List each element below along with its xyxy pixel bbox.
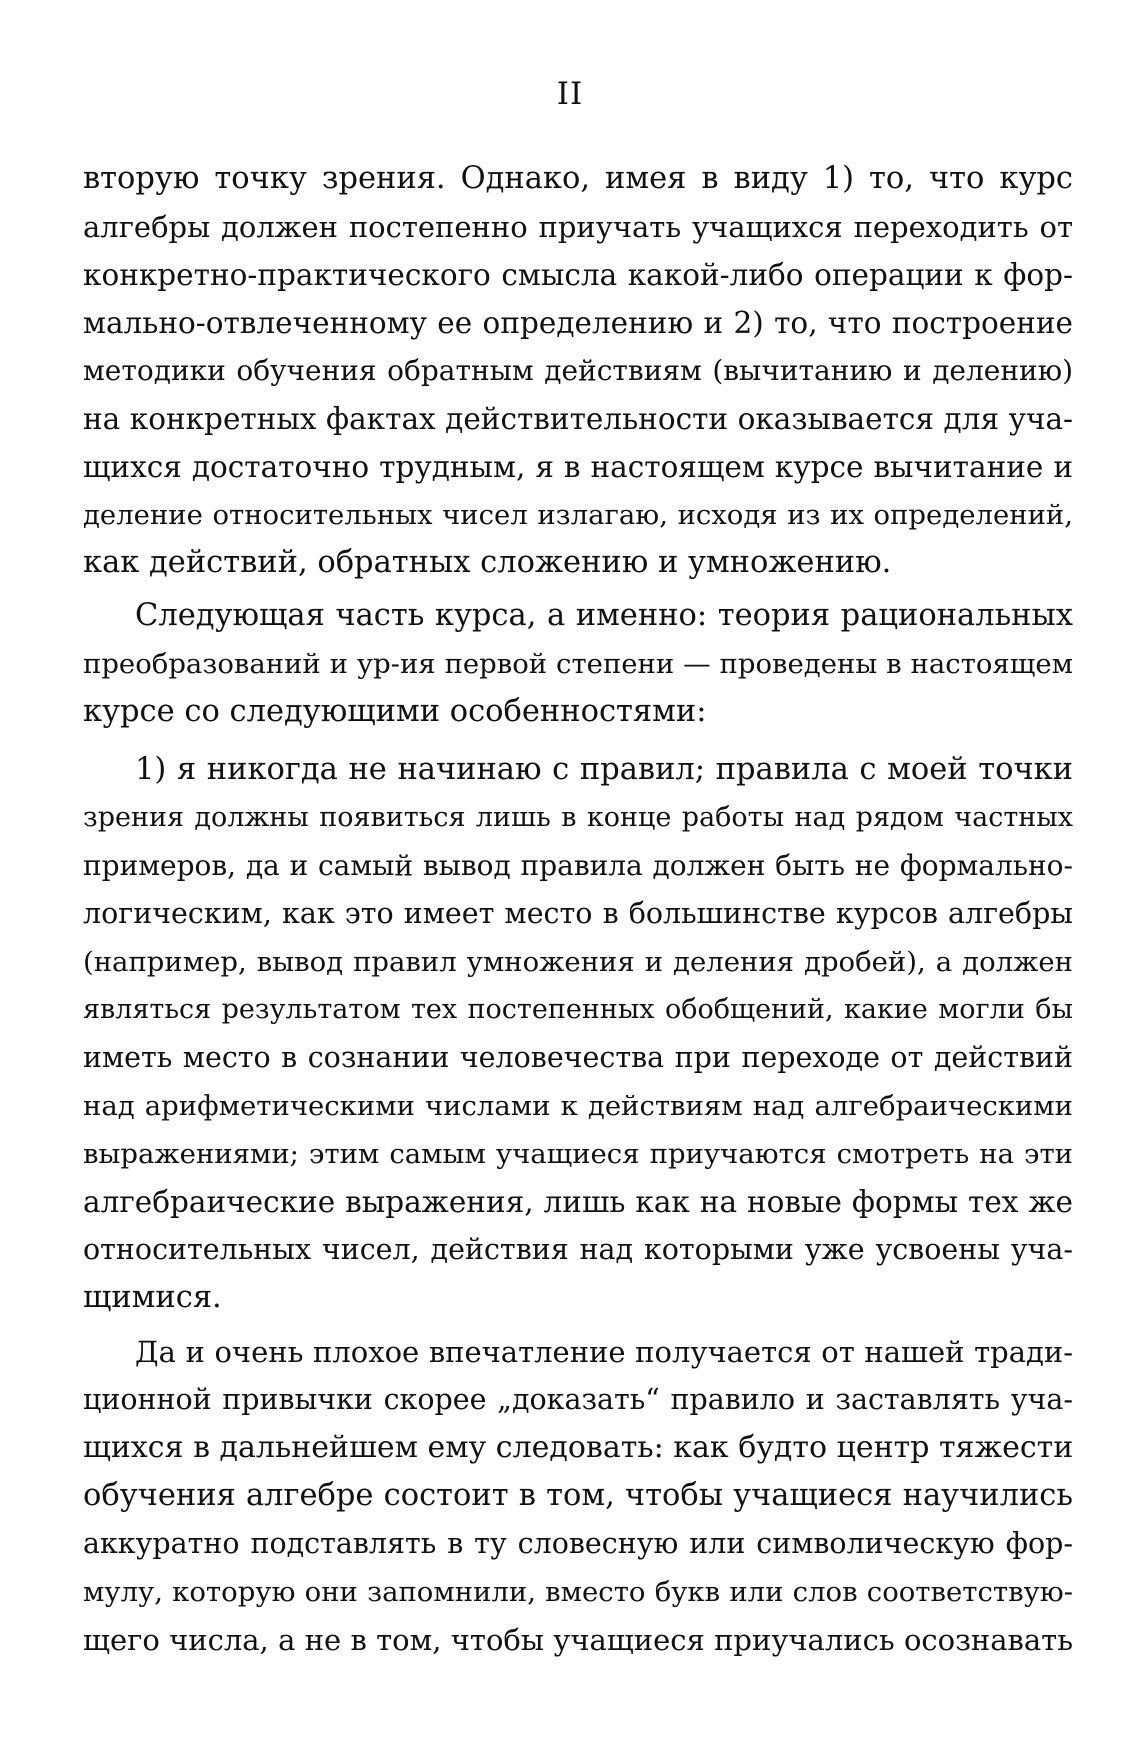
paragraph-1	[83, 155, 1073, 587]
text-line: над арифметическими числами к действиям над алгебраическими	[83, 1090, 1073, 1122]
text-line: логическим, как это имеет место в большинстве курсов алгебры	[83, 897, 1073, 930]
page-number: II	[556, 76, 584, 112]
text-line: методики обучения обратным действиям (вычитанию и делению)	[83, 354, 1073, 387]
text-line: преобразований и ур-ия первой степени — проведены в настоящем	[83, 648, 1073, 680]
text-line: на конкретных фактах действительности оказывается для уча-	[83, 402, 1073, 436]
text-line: вторую точку зрения. Однако, имея в виду 1) то, что курс	[83, 161, 1073, 196]
text-line: мулу, которую они запомнили, вместо букв или слов соответствую-	[83, 1576, 1073, 1608]
text-line: щего числа, а не в том, чтобы учащиеся приучались осознавать	[83, 1623, 1073, 1657]
text-line: ционной привычки скорее „доказать“ правило и заставлять уча-	[83, 1383, 1073, 1416]
text-line: алгебраические выражения, лишь как на новые формы тех же	[83, 1185, 1073, 1219]
text-line: Следующая часть курса, а именно: теория рациональных	[135, 598, 1073, 633]
text-line: конкретно-практического смысла какой-либо операции к фор-	[83, 258, 1073, 292]
text-line: являться результатом тех постепенных обобщений, какие могли бы	[83, 994, 1073, 1025]
text-line: щимися.	[83, 1280, 222, 1315]
text-line: (например, вывод правил умножения и деления дробей), а должен	[83, 946, 1073, 978]
text-line: иметь место в сознании человечества при переходе от действий	[83, 1041, 1073, 1074]
paragraph-4	[83, 1328, 1073, 1664]
text-line: обучения алгебре состоит в том, чтобы учащиеся научились	[83, 1478, 1073, 1513]
text-line: курсе со следующими особенностями:	[83, 694, 707, 729]
text-line: Да и очень плохое впечатление получается от нашей тради-	[135, 1335, 1073, 1369]
text-line: деление относительных чисел излагаю, исходя из их определений,	[83, 499, 1073, 531]
text-line: мально-отвлеченному ее определению и 2) то, что построение	[83, 306, 1073, 340]
text-line: зрения должны появиться лишь в конце работы над рядом частных	[83, 802, 1073, 833]
text-line: аккуратно подставлять в ту словесную или символическую фор-	[83, 1527, 1073, 1560]
text-line: 1) я никогда не начинаю с правил; правила с моей точки	[135, 752, 1073, 787]
text-line: как действий, обратных сложению и умножению.	[83, 545, 892, 580]
paragraph-3	[83, 746, 1073, 1322]
text-line: выражениями; этим самым учащиеся приучаются смотреть на эти	[83, 1138, 1073, 1170]
paragraph-2	[83, 592, 1073, 736]
text-line: щихся достаточно трудным, я в настоящем курсе вычитание и	[83, 450, 1073, 484]
text-line: относительных чисел, действия над которыми уже усвоены уча-	[83, 1233, 1073, 1266]
text-line: примеров, да и самый вывод правила должен быть не формально-	[83, 849, 1073, 882]
text-line: алгебры должен постепенно приучать учащихся переходить от	[83, 210, 1073, 244]
text-line: щихся в дальнейшем ему следовать: как будто центр тяжести	[83, 1430, 1074, 1465]
